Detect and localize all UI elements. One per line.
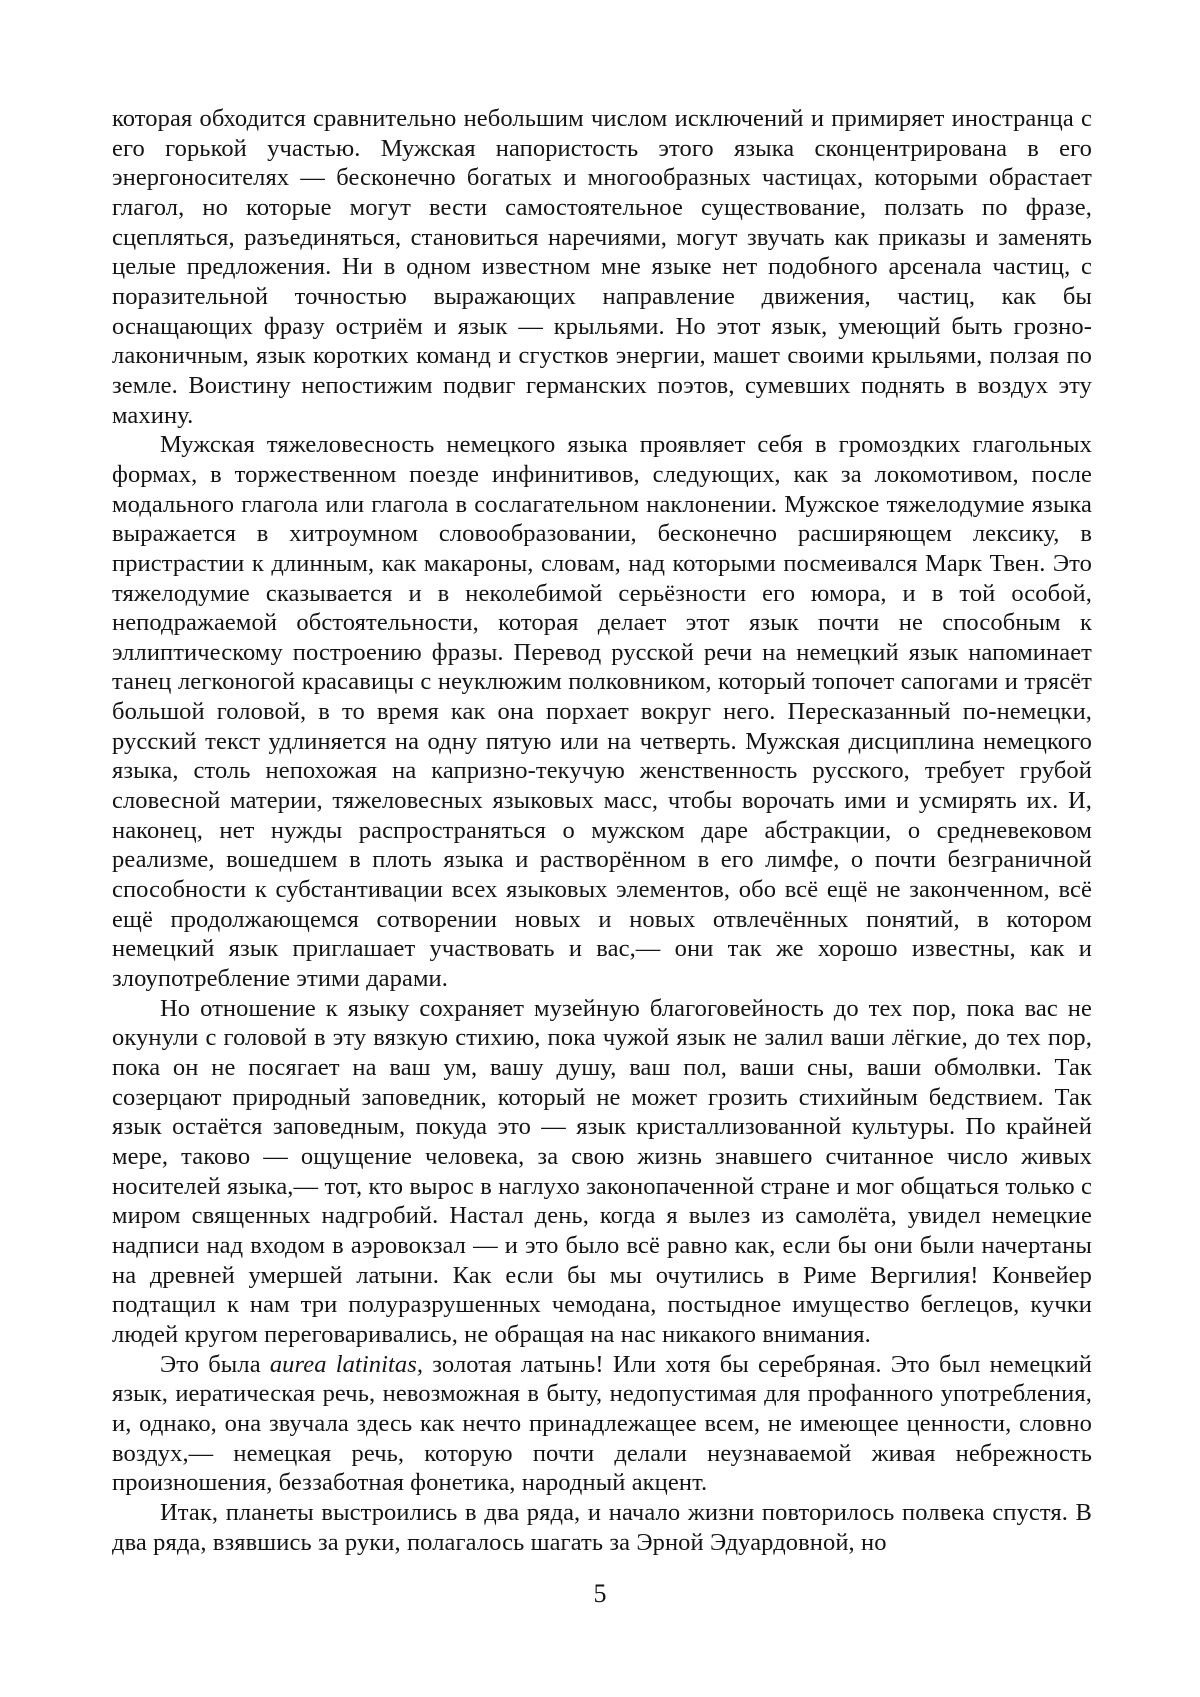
body-text xyxy=(112,104,1092,1557)
paragraph-2: Мужская тяжеловесность немецкого языка проявляет себя в громоздких глагольных формах, в торжественном поезде инфинитивов, следующих, как за локомотивом, после модального глагола или глагола в сослагательном наклонении. Мужское тяжелодумие языка выражается в хитроумном словообразовании, бесконечно расширяющем лексику, в пристрастии к длинным, как макароны, словам, над которыми посмеивался Марк Твен. Это тяжелодумие сказывается и в неколебимой серьёзности его юмора, и в той особой, неподражаемой обстоятельности, которая делает этот язык почти не способным к эллиптическому построению фразы. Перевод русской речи на немецкий язык напоминает танец легконогой красавицы с неуклюжим полковником, который топочет сапогами и трясёт большой головой, в то время как она порхает вокруг него. Пересказанный по-немецки, русский текст удлиняется на одну пятую или на четверть. Мужская дисциплина немецкого языка, столь непохожая на капризно-текучую женственность русского, требует грубой словесной материи, тяжеловесных языковых масс, чтобы ворочать ими и усмирять их. И, наконец, нет нужды распространяться о мужском даре абстракции, о средневековом реализме, вошедшем в плоть языка и растворённом в его лимфе, о почти безграничной способности к субстантивации всех языковых элементов, обо всё ещё не законченном, всё ещё продолжающемся сотворении новых и новых отвлечённых понятий, в котором немецкий язык приглашает участвовать и вас,— они так же хорошо известны, как и злоупотребление этими дарами. xyxy=(112,431,1092,993)
paragraph-1: которая обходится сравнительно небольшим числом исключений и примиряет иностранца с его горькой участью. Мужская напористость этого языка сконцентрирована в его энергоносителях — бесконечно богатых и многообразных частицах, которыми обрастает глагол, но которые могут вести самостоятельное существование, ползать по фразе, сцепляться, разъединяться, становиться наречиями, могут звучать как приказы и заменять целые предложения. Ни в одном известном мне языке нет подобного арсенала частиц, с поразительной точностью выражающих направление движения, частиц, как бы оснащающих фразу остриём и язык — крыльями. Но этот язык, умеющий быть грозно-лаконичным, язык коротких команд и сгустков энергии, машет своими крыльями, ползая по земле. Воистину непостижим подвиг германских поэтов, сумевших поднять в воздух эту махину. xyxy=(112,105,1092,429)
paragraph-4-text-after: золотая латынь! Или хотя бы серебряная. Это был немецкий язык, иератическая речь, невозможная в быту, недопустимая для профанного употребления, и, однако, она звучала здесь как нечто принадлежащее всем, не имеющее ценности, словно воздух,— немецкая речь, которую почти делали неузнаваемой живая небрежность произношения, беззаботная фонетика, народный акцент. xyxy=(112,1350,1092,1497)
page-number: 5 xyxy=(593,1579,607,1608)
paragraph-5: Итак, планеты выстроились в два ряда, и начало жизни повторилось полвека спустя. В два ряда, взявшись за руки, полагалось шагать за Эрной Эдуардовной, но xyxy=(112,1498,1092,1556)
paragraph-4-latin-phrase: aurea latinitas, xyxy=(269,1350,424,1378)
paragraph-4 xyxy=(112,1350,1092,1498)
paragraph-3: Но отношение к языку сохраняет музейную благоговейность до тех пор, пока вас не окунули с головой в эту вязкую стихию, пока чужой язык не залил ваши лёгкие, до тех пор, пока он не посягает на ваш ум, вашу душу, ваш пол, ваши сны, ваши обмолвки. Так созерцают природный заповедник, который не может грозить стихийным бедствием. Так язык остаётся заповедным, покуда это — язык кристаллизованной культуры. По крайней мере, таково — ощущение человека, за свою жизнь знавшего считанное число живых носителей языка,— тот, кто вырос в наглухо законопаченной стране и мог общаться только с миром священных надгробий. Настал день, когда я вылез из самолёта, увидел немецкие надписи над входом в аэровокзал — и это было всё равно как, если бы они были начертаны на древней умершей латыни. Как если бы мы очутились в Риме Вергилия! Конвейер подтащил к нам три полуразрушенных чемодана, постыдное имущество беглецов, кучки людей кругом переговаривались, не обращая на нас никакого внимания. xyxy=(112,994,1092,1348)
paragraph-4-text-before: Это была xyxy=(160,1350,270,1378)
